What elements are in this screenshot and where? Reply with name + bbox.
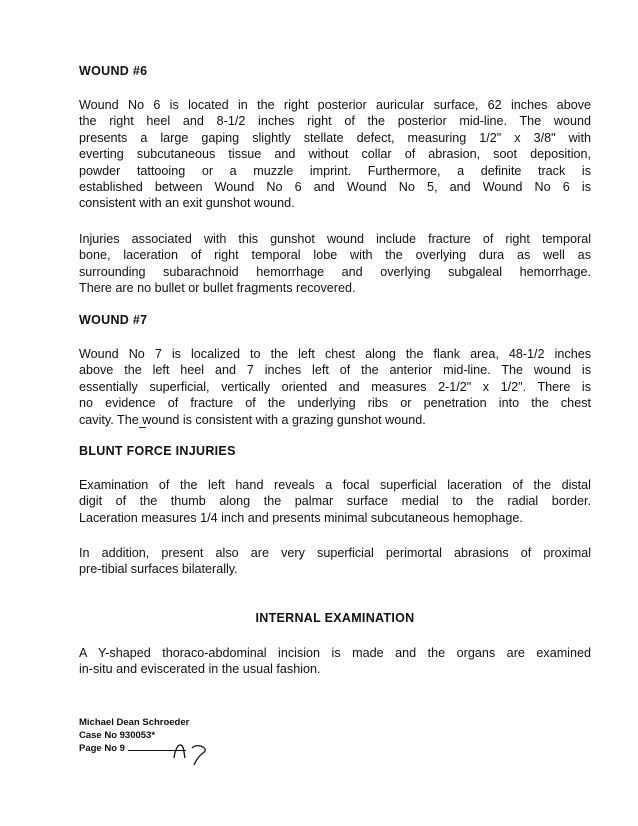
blunt-force-hand bbox=[79, 477, 591, 526]
blunt-force-abrasions bbox=[79, 545, 591, 578]
text-line: presents a large gaping slightly stellate defect, measuring 1/2" x 3/8" with bbox=[79, 130, 591, 145]
text-line: Wound No 7 is localized to the left chest along the flank area, 48-1/2 inches bbox=[79, 347, 591, 361]
text-line: established between Wound No 6 and Wound No 5, and Wound No 6 is bbox=[79, 180, 591, 195]
wound6-description bbox=[79, 97, 591, 212]
text-line: above the left heel and 7 inches left of the anterior mid-line. The wound is bbox=[79, 363, 591, 378]
text-line: Wound No 6 is located in the right posterior auricular surface, 62 inches above bbox=[79, 98, 591, 112]
text-line: consistent with an exit gunshot wound. bbox=[79, 196, 295, 211]
internal-exam-heading: INTERNAL EXAMINATION bbox=[255, 611, 415, 625]
text-line: no evidence of fracture of the underlying ribs or penetration into the chest bbox=[79, 396, 591, 411]
footer-page-label: Page No 9 bbox=[79, 743, 125, 754]
text-line: Examination of the left hand reveals a focal superficial laceration of the distal bbox=[79, 478, 591, 492]
wound6-injuries bbox=[79, 231, 591, 297]
text-line: the right heel and 8-1/2 inches right of the posterior mid-line. The wound bbox=[79, 114, 591, 129]
text-line: Laceration measures 1/4 inch and presents minimal subcutaneous hemophage. bbox=[79, 510, 523, 525]
text-line: pre-tibial surfaces bilaterally. bbox=[79, 562, 238, 577]
handwritten-initials-icon bbox=[170, 736, 218, 766]
wound6-heading: WOUND #6 bbox=[79, 64, 148, 78]
text-line: cavity. The wound is consistent with a grazing gunshot wound. bbox=[79, 412, 426, 427]
blunt-force-heading: BLUNT FORCE INJURIES bbox=[79, 444, 236, 458]
wound7-description bbox=[79, 346, 591, 428]
text-line: essentially superficial, vertically oriented and measures 2-1/2" x 1/2". There is bbox=[79, 379, 591, 394]
text-line: There are no bullet or bullet fragments recovered. bbox=[79, 281, 356, 296]
text-line: In addition, present also are very superficial perimortal abrasions of proximal bbox=[79, 546, 591, 560]
text-line: digit of the thumb along the palmar surface medial to the radial border. bbox=[79, 494, 591, 509]
text-line: powder tattooing or a muzzle imprint. Furthermore, a definite track is bbox=[79, 163, 591, 178]
footer-case: Case No 930053* bbox=[79, 730, 156, 741]
text-line: A Y-shaped thoraco-abdominal incision is made and the organs are examined bbox=[79, 646, 591, 660]
internal-exam-description bbox=[79, 645, 591, 678]
text-line: everting subcutaneous tissue and without collar of abrasion, soot deposition, bbox=[79, 147, 591, 162]
footer-name: Michael Dean Schroeder bbox=[79, 717, 190, 728]
text-line: surrounding subarachnoid hemorrhage and overlying subgaleal hemorrhage. bbox=[79, 264, 591, 279]
text-line: Injuries associated with this gunshot wound include fracture of right temporal bbox=[79, 232, 591, 246]
text-line: in-situ and eviscerated in the usual fashion. bbox=[79, 662, 321, 677]
text-line: bone, laceration of right temporal lobe with the overlying dura as well as bbox=[79, 248, 591, 263]
wound7-heading: WOUND #7 bbox=[79, 313, 148, 327]
stray-mark bbox=[139, 427, 146, 428]
